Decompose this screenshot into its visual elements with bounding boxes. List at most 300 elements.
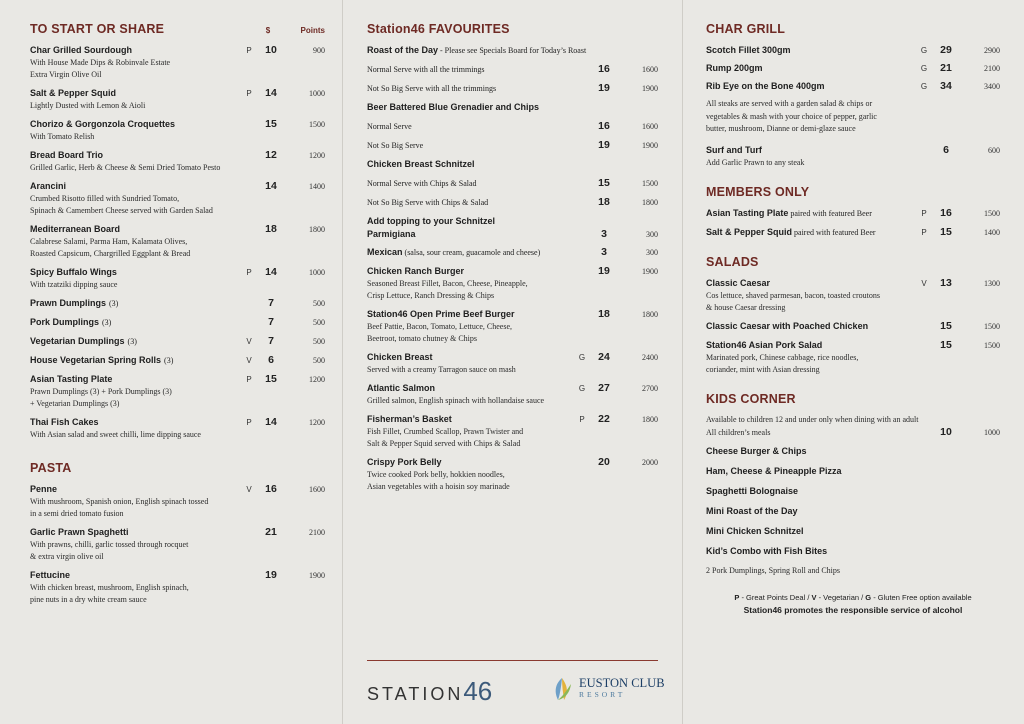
item-description: Add Garlic Prawn to any steak: [706, 157, 805, 167]
dietary-tag: V: [921, 278, 927, 288]
item-row: [706, 226, 1000, 239]
menu-item: [30, 297, 325, 310]
item-price: 20: [598, 456, 610, 468]
schnitzel-options: [367, 177, 658, 209]
menu-item-schnitzel: [367, 158, 658, 209]
item-name: Mini Roast of the Day: [706, 505, 798, 516]
option-label: Normal Serve with Chips & Salad: [367, 179, 477, 188]
item-description: With House Made Dips & Robinvale Estate: [30, 58, 171, 67]
item-name-text: Spicy Buffalo Wings: [30, 267, 117, 277]
item-description: Crisp Lettuce, Ranch Dressing & Chips: [367, 291, 495, 300]
schnitzel-toppings: [367, 215, 658, 259]
item-points: 1800: [642, 415, 658, 424]
item-name: [30, 266, 241, 279]
item-name-text: Bread Board Trio: [30, 150, 104, 160]
item-name-note: (3): [102, 318, 112, 327]
item-row: [367, 456, 658, 469]
item-row: [30, 87, 325, 100]
item-name: [706, 320, 916, 333]
item-price: 21: [940, 62, 952, 74]
topping-items-list: [367, 228, 658, 259]
menu-item: [367, 246, 658, 259]
item-name-note: (3): [109, 299, 119, 308]
item-name-text: House Vegetarian Spring Rolls: [30, 355, 162, 365]
dietary-tag: V: [246, 356, 252, 365]
item-name-note: paired with featured Beer: [788, 208, 872, 218]
section-header-grill: [706, 22, 1000, 40]
item-description: Fish Fillet, Crumbed Scallop, Prawn Twister and: [367, 427, 524, 436]
section-title: Station46 FAVOURITES: [367, 22, 510, 36]
dietary-tag: G: [920, 82, 928, 91]
item-name-text: Crispy Pork Belly: [367, 457, 442, 467]
item-points: 1900: [642, 141, 658, 150]
item-row: [706, 80, 1000, 93]
item-description: Seasoned Breast Fillet, Bacon, Cheese, Pineapple,: [367, 279, 528, 288]
start-items-list: [30, 44, 325, 441]
item-description: Crumbed Risotto filled with Sundried Tomato,: [30, 194, 180, 203]
item-points: 1600: [642, 65, 658, 74]
section-title: TO START OR SHARE: [30, 22, 165, 36]
favourites-items-list: [367, 265, 658, 493]
dietary-tag: G: [920, 46, 928, 55]
dietary-tag: G: [578, 353, 586, 362]
item-name-text: Classic Caesar with Poached Chicken: [706, 320, 869, 331]
euston-club-logo: EUSTON CLUB RESORT: [549, 676, 665, 702]
item-price: 10: [265, 44, 277, 56]
menu-item: [706, 339, 1000, 376]
leaf-icon: [549, 676, 575, 702]
menu-item: [706, 277, 1000, 314]
item-name: [30, 316, 241, 329]
item-name: [367, 382, 574, 395]
item-points: 2700: [642, 384, 658, 393]
toppings-heading: Add topping to your Schnitzel: [367, 216, 495, 226]
dietary-tag: P: [921, 208, 927, 218]
item-name-text: Chorizo & Gorgonzola Croquettes: [30, 119, 175, 129]
footer-divider: [367, 660, 658, 661]
item-price: 34: [940, 80, 952, 92]
item-description: in a semi dried tomato fusion: [30, 509, 124, 518]
item-name: [30, 118, 241, 131]
menu-item: [706, 44, 1000, 57]
item-name: Surf and Turf: [706, 144, 762, 155]
item-name: [706, 339, 916, 352]
menu-item: [706, 207, 1000, 220]
menu-item: [706, 80, 1000, 93]
dietary-tag: P: [246, 89, 252, 98]
section-title: KIDS CORNER: [706, 391, 796, 406]
dietary-tag: V: [246, 485, 252, 494]
item-name-note: (3): [164, 356, 174, 365]
item-row: [30, 149, 325, 162]
menu-item: [30, 526, 325, 563]
kids-price-row: [706, 426, 1000, 439]
item-name-text: Rib Eye on the Bone 400gm: [706, 81, 825, 91]
item-row: [30, 180, 325, 193]
item-name: [706, 44, 916, 57]
item-row: [30, 223, 325, 236]
menu-item-roast: [367, 44, 658, 95]
item-name: [30, 87, 241, 100]
item-row: [30, 354, 325, 367]
item-price: 12: [265, 149, 277, 161]
kids-meal-item: [706, 505, 1000, 518]
steak-serving-note: [706, 98, 1000, 136]
item-description: Lightly Dusted with Lemon & Aioli: [30, 101, 146, 110]
menu-item: [30, 87, 325, 112]
item-points: 500: [313, 318, 325, 327]
item-name-text: Garlic Prawn Spaghetti: [30, 527, 129, 537]
menu-item: [367, 228, 658, 241]
item-row: [367, 382, 658, 395]
item-description: Marinated pork, Chinese cabbage, rice noodles,: [706, 352, 859, 362]
kids-items-list: [706, 445, 1000, 558]
item-description: Extra Virgin Olive Oil: [30, 70, 102, 79]
item-description: Beef Pattie, Bacon, Tomato, Lettuce, Cheese,: [367, 322, 513, 331]
item-row: [706, 277, 1000, 290]
points-column-header: Points: [300, 26, 325, 35]
item-name: [367, 246, 574, 259]
item-name: [706, 226, 916, 239]
item-points: 1400: [309, 182, 325, 191]
item-price: 19: [598, 82, 610, 94]
kids-meal-item: [706, 445, 1000, 458]
section-header-start: [30, 22, 325, 40]
item-name-text: Asian Tasting Plate: [706, 207, 789, 218]
item-price: 14: [265, 416, 277, 428]
item-price: 14: [265, 180, 277, 192]
item-name: [367, 351, 574, 364]
item-name-text: Fettucine: [30, 570, 71, 580]
item-name-text: Atlantic Salmon: [367, 383, 436, 393]
option-label: Normal Serve: [367, 122, 412, 131]
item-description: pine nuts in a dry white cream sauce: [30, 595, 147, 604]
item-name: [367, 228, 574, 241]
item-price: 19: [265, 569, 277, 581]
item-name: [367, 265, 574, 278]
option-label: Not So Big Serve with all the trimmings: [367, 84, 497, 93]
kids-all-meals-label: All children’s meals: [706, 427, 771, 437]
menu-item: [30, 483, 325, 520]
menu-item: [30, 316, 325, 329]
item-name: [367, 413, 574, 426]
station46-logo: STATION46: [367, 676, 493, 706]
dietary-legend: P - Great Points Deal / V - Vegetarian / G - Gluten Free option available: [734, 592, 972, 602]
item-price: 7: [268, 335, 274, 347]
item-row: [367, 351, 658, 364]
section-header-pasta: [30, 461, 325, 479]
item-name-text: Parmigiana: [367, 229, 416, 239]
item-price: 16: [940, 206, 952, 219]
menu-item: [706, 226, 1000, 239]
item-name-text: Station46 Asian Pork Salad: [706, 339, 823, 350]
item-points: 2000: [642, 458, 658, 467]
section-header-salads: [706, 255, 1000, 273]
menu-column-right: [684, 0, 1024, 724]
kids-combo-description: 2 Pork Dumplings, Spring Roll and Chips: [706, 565, 841, 575]
item-price: 16: [265, 483, 277, 495]
item-name: Roast of the Day - Please see Specials Board for Today’s Roast: [367, 45, 587, 55]
item-points: 600: [988, 145, 1000, 155]
item-name-text: Mediterranean Board: [30, 224, 121, 234]
item-description: & extra virgin olive oil: [30, 552, 104, 561]
menu-item: [367, 265, 658, 302]
item-row: [706, 44, 1000, 57]
roast-options: [367, 63, 658, 95]
dietary-tag: G: [920, 64, 928, 73]
item-name: Beer Battered Blue Grenadier and Chips: [367, 102, 540, 112]
menu-item: [30, 223, 325, 260]
dietary-tag: P: [579, 415, 585, 424]
item-points: 2100: [984, 64, 1000, 73]
menu-item: [30, 416, 325, 441]
item-name: [30, 44, 241, 57]
dietary-tag: P: [246, 418, 252, 427]
dietary-tag: P: [246, 375, 252, 384]
item-points: 300: [646, 248, 658, 257]
item-name-text: Chicken Ranch Burger: [367, 266, 465, 276]
item-points: 1000: [309, 268, 325, 277]
item-row: [367, 308, 658, 321]
item-name: [30, 373, 241, 386]
item-points: 3400: [984, 82, 1000, 91]
dietary-tag: P: [246, 46, 252, 55]
serve-option: [367, 120, 658, 133]
item-price: 16: [598, 120, 610, 132]
item-price: 15: [265, 118, 277, 130]
item-row: [30, 118, 325, 131]
item-description: Roasted Capsicum, Chargrilled Eggplant & Bread: [30, 249, 191, 258]
section-title: CHAR GRILL: [706, 22, 786, 36]
option-label: Not So Big Serve with Chips & Salad: [367, 198, 489, 207]
item-description: With Asian salad and sweet chilli, lime dipping sauce: [30, 430, 201, 439]
steak-note-line: butter, mushroom, Dianne or demi-glaze sauce: [706, 124, 856, 133]
item-name: [30, 149, 241, 162]
item-name: Cheese Burger & Chips: [706, 445, 807, 456]
item-description: Calabrese Salami, Parma Ham, Kalamata Olives,: [30, 237, 188, 246]
item-points: 1300: [984, 278, 1000, 288]
item-points: 1600: [642, 122, 658, 131]
salad-items-list: [706, 277, 1000, 376]
kids-meal-item: [706, 525, 1000, 538]
item-price: 3: [601, 228, 607, 240]
item-points: 2100: [309, 528, 325, 537]
item-points: 500: [313, 337, 325, 346]
item-description: Beetroot, tomato chutney & Chips: [367, 334, 477, 343]
dietary-tag: P: [246, 268, 252, 277]
item-description: & house Caesar dressing: [706, 302, 786, 312]
item-points: 1500: [984, 340, 1000, 350]
serve-option: [367, 63, 658, 76]
section-header-members: [706, 185, 1000, 203]
item-name: Chicken Breast Schnitzel: [367, 159, 475, 169]
item-row: [706, 62, 1000, 75]
kids-meal-item: [706, 465, 1000, 478]
item-name: [30, 297, 241, 310]
item-description: Served with a creamy Tarragon sauce on mash: [367, 365, 516, 374]
item-description: coriander, mint with Asian dressing: [706, 364, 820, 374]
item-price: 6: [268, 354, 274, 366]
menu-item-fish: [367, 101, 658, 152]
menu-item: [30, 118, 325, 143]
item-price: 6: [943, 143, 949, 156]
item-description: With chicken breast, mushroom, English spinach,: [30, 583, 189, 592]
item-price: 15: [940, 225, 952, 238]
item-price: 18: [265, 223, 277, 235]
item-price: 18: [598, 196, 610, 208]
members-items-list: [706, 207, 1000, 239]
option-label: Normal Serve with all the trimmings: [367, 65, 485, 74]
menu-item: [367, 456, 658, 493]
responsible-service-notice: Station46 promotes the responsible service of alcohol: [743, 604, 963, 615]
price-column-header: $: [265, 26, 271, 35]
item-row: [30, 526, 325, 539]
dietary-tag: V: [246, 337, 252, 346]
item-description: Prawn Dumplings (3) + Pork Dumplings (3): [30, 387, 172, 396]
item-points: 1900: [642, 267, 658, 276]
item-price: 7: [268, 316, 274, 328]
item-description: Salt & Pepper Squid served with Chips & Salad: [367, 439, 521, 448]
item-price: 15: [265, 373, 277, 385]
item-price: 22: [598, 413, 610, 425]
item-name: Mini Chicken Schnitzel: [706, 525, 804, 536]
item-points: 1500: [984, 321, 1000, 331]
section-title: MEMBERS ONLY: [706, 184, 810, 199]
item-description: With Tomato Relish: [30, 132, 95, 141]
item-row: [367, 265, 658, 278]
item-name-text: Pork Dumplings: [30, 317, 100, 327]
item-price: 16: [598, 63, 610, 75]
item-row: [30, 266, 325, 279]
section-header-kids: [706, 392, 1000, 410]
item-name: [30, 483, 241, 496]
item-row: [367, 246, 658, 259]
menu-item: [367, 351, 658, 376]
item-price: 3: [601, 246, 607, 258]
item-name-text: Char Grilled Sourdough: [30, 45, 133, 55]
item-price: 7: [268, 297, 274, 309]
section-header-favourites: [367, 22, 658, 40]
item-name-text: Vegetarian Dumplings: [30, 336, 125, 346]
item-name: [30, 223, 241, 236]
menu-column-middle: [342, 0, 683, 724]
item-row: [30, 297, 325, 310]
item-points: 1200: [309, 151, 325, 160]
item-price: 18: [598, 308, 610, 320]
item-name-text: Station46 Open Prime Beef Burger: [367, 309, 515, 319]
item-price: 19: [598, 139, 610, 151]
item-name: Spaghetti Bolognaise: [706, 485, 799, 496]
item-name-text: Fisherman’s Basket: [367, 414, 452, 424]
item-points: 1600: [309, 485, 325, 494]
item-name: [367, 456, 574, 469]
item-name-text: Penne: [30, 484, 58, 494]
menu-item: [367, 382, 658, 407]
serve-option: [367, 177, 658, 190]
item-name-text: Prawn Dumplings: [30, 298, 107, 308]
item-points: 2400: [642, 353, 658, 362]
item-description: Grilled Garlic, Herb & Cheese & Semi Dried Tomato Pesto: [30, 163, 221, 172]
item-name: [706, 207, 916, 220]
menu-item: [30, 373, 325, 410]
fish-options: [367, 120, 658, 152]
item-name-text: Arancini: [30, 181, 67, 191]
menu-item: [30, 180, 325, 217]
item-row: [30, 569, 325, 582]
item-price: 15: [940, 338, 952, 351]
menu-item: [30, 569, 325, 606]
item-points: 1500: [984, 208, 1000, 218]
item-description: With mushroom, Spanish onion, English spinach tossed: [30, 497, 209, 506]
item-row: [367, 228, 658, 241]
item-price: 15: [940, 319, 952, 332]
steak-note-line: All steaks are served with a garden salad & chips or: [706, 99, 873, 108]
kids-meal-item: [706, 545, 1000, 558]
option-label: Not So Big Serve: [367, 141, 424, 150]
item-description: Cos lettuce, shaved parmesan, bacon, toasted croutons: [706, 290, 880, 300]
item-row: [30, 483, 325, 496]
item-row: [706, 320, 1000, 333]
menu-item: [30, 335, 325, 348]
item-price: 14: [265, 87, 277, 99]
item-points: 1500: [309, 120, 325, 129]
kids-availability-note: Available to children 12 and under only when dining with an adult: [706, 414, 919, 424]
item-points: 500: [313, 356, 325, 365]
item-row: [367, 413, 658, 426]
item-name-text: Mexican: [367, 247, 403, 257]
section-title: SALADS: [706, 254, 759, 269]
item-name: [30, 526, 241, 539]
item-points: 1400: [984, 227, 1000, 237]
item-price: 19: [598, 265, 610, 277]
item-price: 21: [265, 526, 277, 538]
menu-item: [30, 44, 325, 81]
menu-item: [30, 266, 325, 291]
item-points: 1800: [642, 198, 658, 207]
dietary-tag: P: [921, 227, 927, 237]
item-row: [706, 207, 1000, 220]
item-name: [30, 335, 241, 348]
item-points: 1800: [309, 225, 325, 234]
item-name-text: Classic Caesar: [706, 277, 771, 288]
serve-option: [367, 139, 658, 152]
serve-option: [367, 196, 658, 209]
item-price: 27: [598, 382, 610, 394]
item-name: Ham, Cheese & Pineapple Pizza: [706, 465, 842, 476]
item-price: 10: [940, 425, 952, 438]
item-row: [706, 339, 1000, 352]
dietary-tag: G: [578, 384, 586, 393]
item-name-note: paired with featured Beer: [792, 227, 876, 237]
item-row: [30, 416, 325, 429]
item-name-text: Salt & Pepper Squid: [706, 226, 793, 237]
item-points: 1000: [984, 427, 1000, 437]
menu-item-surf-turf: [706, 144, 1000, 169]
menu-item: [367, 413, 658, 450]
item-name: [367, 308, 574, 321]
item-name: [706, 80, 916, 93]
item-points: 500: [313, 299, 325, 308]
item-price: 24: [598, 351, 610, 363]
item-points: 1000: [309, 89, 325, 98]
item-points: 1900: [642, 84, 658, 93]
item-row: [30, 44, 325, 57]
grill-items-list: [706, 44, 1000, 93]
menu-item: [367, 308, 658, 345]
menu-column-left: [0, 0, 341, 724]
item-name-text: Salt & Pepper Squid: [30, 88, 117, 98]
item-description: With prawns, chilli, garlic tossed through rocquet: [30, 540, 189, 549]
